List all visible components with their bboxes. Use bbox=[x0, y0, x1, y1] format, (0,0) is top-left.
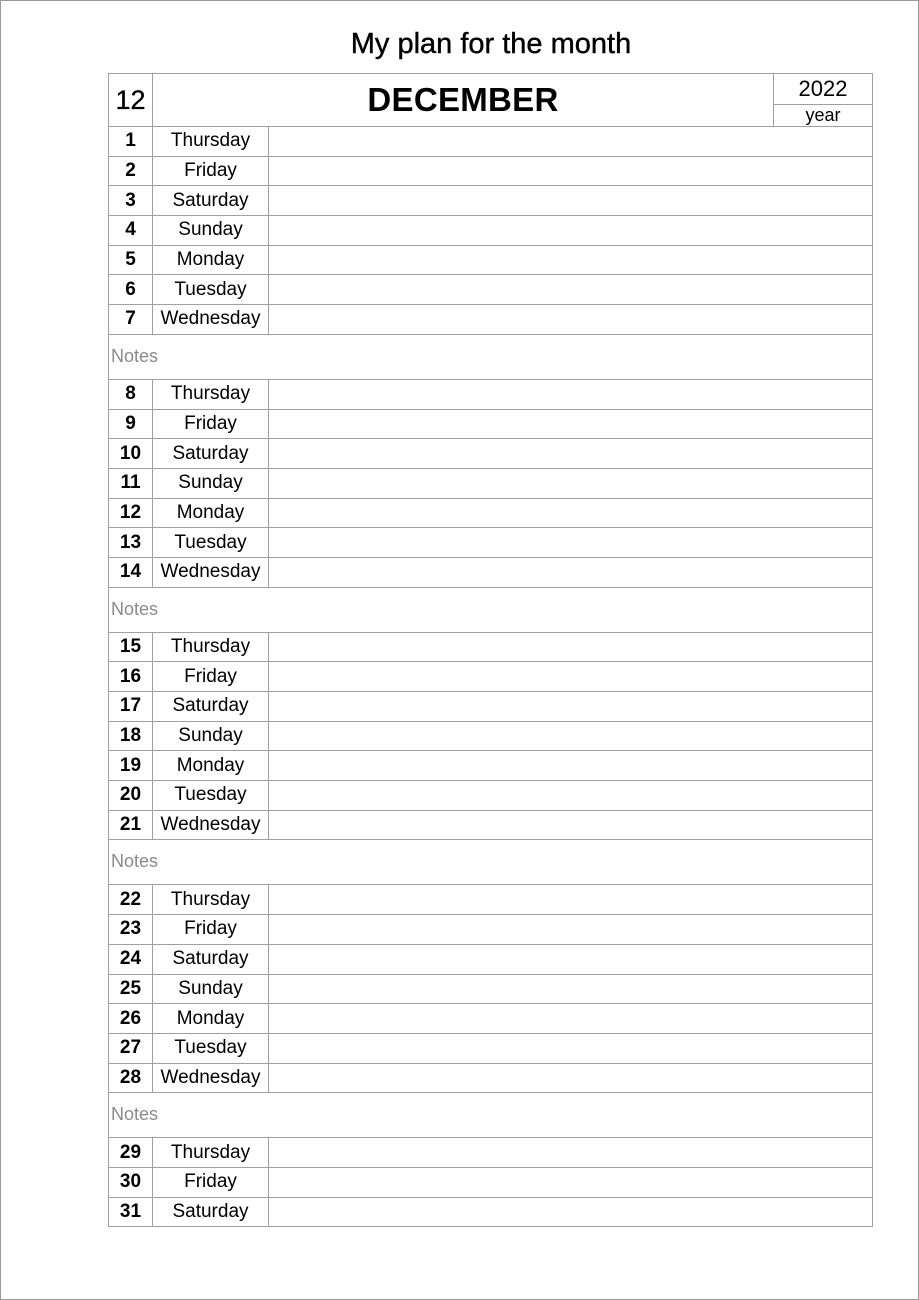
day-plan-field[interactable] bbox=[269, 410, 872, 439]
day-row bbox=[108, 469, 873, 499]
day-number: 9 bbox=[109, 410, 153, 439]
weekday-name: Friday bbox=[153, 915, 269, 944]
day-number: 16 bbox=[109, 662, 153, 691]
day-row bbox=[108, 781, 873, 811]
weekday-name: Saturday bbox=[153, 1198, 269, 1227]
weekday-name: Thursday bbox=[153, 380, 269, 409]
day-plan-field[interactable] bbox=[269, 305, 872, 334]
weekday-name: Wednesday bbox=[153, 558, 269, 587]
day-row bbox=[108, 751, 873, 781]
day-row bbox=[108, 558, 873, 588]
weekday-name: Sunday bbox=[153, 722, 269, 751]
day-row bbox=[108, 1004, 873, 1034]
day-plan-field[interactable] bbox=[269, 1138, 872, 1167]
day-row bbox=[108, 380, 873, 410]
day-row bbox=[108, 410, 873, 440]
day-row bbox=[108, 975, 873, 1005]
day-number: 22 bbox=[109, 885, 153, 914]
day-number: 1 bbox=[109, 127, 153, 156]
month-name: DECEMBER bbox=[367, 81, 559, 118]
weekday-name: Friday bbox=[153, 410, 269, 439]
month-planner bbox=[108, 73, 873, 1227]
day-number: 25 bbox=[109, 975, 153, 1004]
day-plan-field[interactable] bbox=[269, 127, 872, 156]
day-number: 18 bbox=[109, 722, 153, 751]
day-number: 31 bbox=[109, 1198, 153, 1227]
weekday-name: Monday bbox=[153, 751, 269, 780]
weekday-name: Saturday bbox=[153, 945, 269, 974]
day-plan-field[interactable] bbox=[269, 380, 872, 409]
weekday-name: Tuesday bbox=[153, 528, 269, 557]
weekday-name: Monday bbox=[153, 499, 269, 528]
day-number: 4 bbox=[109, 216, 153, 245]
notes-section[interactable] bbox=[108, 1093, 873, 1138]
day-number: 10 bbox=[109, 439, 153, 468]
day-row bbox=[108, 1034, 873, 1064]
day-row bbox=[108, 915, 873, 945]
day-number: 28 bbox=[109, 1064, 153, 1093]
day-row bbox=[108, 692, 873, 722]
weekday-name: Saturday bbox=[153, 692, 269, 721]
weekday-name: Thursday bbox=[153, 633, 269, 662]
day-plan-field[interactable] bbox=[269, 1064, 872, 1093]
day-number: 24 bbox=[109, 945, 153, 974]
day-row bbox=[108, 1138, 873, 1168]
day-row bbox=[108, 305, 873, 335]
day-plan-field[interactable] bbox=[269, 692, 872, 721]
day-row bbox=[108, 1198, 873, 1228]
day-row bbox=[108, 157, 873, 187]
page-title: My plan for the month bbox=[350, 28, 632, 60]
weekday-name: Monday bbox=[153, 1004, 269, 1033]
notes-section[interactable] bbox=[108, 840, 873, 885]
day-row bbox=[108, 216, 873, 246]
weekday-name: Sunday bbox=[153, 216, 269, 245]
day-row bbox=[108, 246, 873, 276]
weekday-name: Sunday bbox=[153, 975, 269, 1004]
notes-section[interactable] bbox=[108, 335, 873, 380]
day-plan-field[interactable] bbox=[269, 157, 872, 186]
notes-label: Notes bbox=[111, 598, 159, 619]
day-number: 21 bbox=[109, 811, 153, 840]
weekday-name: Friday bbox=[153, 662, 269, 691]
day-row bbox=[108, 439, 873, 469]
day-number: 23 bbox=[109, 915, 153, 944]
day-number: 15 bbox=[109, 633, 153, 662]
day-plan-field[interactable] bbox=[269, 216, 872, 245]
day-plan-field[interactable] bbox=[269, 469, 872, 498]
day-row bbox=[108, 811, 873, 841]
day-plan-field[interactable] bbox=[269, 811, 872, 840]
day-number: 26 bbox=[109, 1004, 153, 1033]
weekday-name: Thursday bbox=[153, 1138, 269, 1167]
day-row bbox=[108, 127, 873, 157]
weekday-name: Monday bbox=[153, 246, 269, 275]
notes-label: Notes bbox=[111, 851, 159, 872]
day-number: 17 bbox=[109, 692, 153, 721]
day-plan-field[interactable] bbox=[269, 633, 872, 662]
weekday-name: Wednesday bbox=[153, 305, 269, 334]
day-number: 12 bbox=[109, 499, 153, 528]
day-number: 13 bbox=[109, 528, 153, 557]
weekday-name: Tuesday bbox=[153, 781, 269, 810]
day-number: 19 bbox=[109, 751, 153, 780]
day-row bbox=[108, 662, 873, 692]
day-number: 29 bbox=[109, 1138, 153, 1167]
day-plan-field[interactable] bbox=[269, 781, 872, 810]
day-plan-field[interactable] bbox=[269, 499, 872, 528]
day-plan-field[interactable] bbox=[269, 915, 872, 944]
day-plan-field[interactable] bbox=[269, 751, 872, 780]
weekday-name: Thursday bbox=[153, 885, 269, 914]
notes-label: Notes bbox=[111, 1104, 159, 1125]
weeks-container bbox=[108, 127, 873, 1227]
day-number: 14 bbox=[109, 558, 153, 587]
day-number: 11 bbox=[109, 469, 153, 498]
day-number: 27 bbox=[109, 1034, 153, 1063]
notes-label: Notes bbox=[111, 345, 159, 366]
day-plan-field[interactable] bbox=[269, 275, 872, 304]
month-header bbox=[108, 73, 873, 127]
day-row bbox=[108, 945, 873, 975]
weekday-name: Sunday bbox=[153, 469, 269, 498]
year-value: 2022 bbox=[774, 74, 872, 105]
day-row bbox=[108, 722, 873, 752]
month-number: 12 bbox=[109, 74, 153, 126]
day-row bbox=[108, 528, 873, 558]
day-plan-field[interactable] bbox=[269, 246, 872, 275]
weekday-name: Saturday bbox=[153, 439, 269, 468]
weekday-name: Wednesday bbox=[153, 1064, 269, 1093]
day-row bbox=[108, 186, 873, 216]
day-number: 30 bbox=[109, 1168, 153, 1197]
day-number: 2 bbox=[109, 157, 153, 186]
day-plan-field[interactable] bbox=[269, 558, 872, 587]
day-plan-field[interactable] bbox=[269, 528, 872, 557]
day-plan-field[interactable] bbox=[269, 1198, 872, 1227]
day-row bbox=[108, 499, 873, 529]
day-row bbox=[108, 1064, 873, 1094]
day-row bbox=[108, 885, 873, 915]
weekday-name: Tuesday bbox=[153, 275, 269, 304]
day-number: 3 bbox=[109, 186, 153, 215]
weekday-name: Friday bbox=[153, 1168, 269, 1197]
day-plan-field[interactable] bbox=[269, 662, 872, 691]
day-number: 6 bbox=[109, 275, 153, 304]
weekday-name: Wednesday bbox=[153, 811, 269, 840]
day-plan-field[interactable] bbox=[269, 1034, 872, 1063]
day-row bbox=[108, 275, 873, 305]
day-plan-field[interactable] bbox=[269, 186, 872, 215]
day-number: 20 bbox=[109, 781, 153, 810]
weekday-name: Saturday bbox=[153, 186, 269, 215]
day-plan-field[interactable] bbox=[269, 439, 872, 468]
day-number: 5 bbox=[109, 246, 153, 275]
year-label: year bbox=[805, 105, 841, 125]
day-row bbox=[108, 633, 873, 663]
day-plan-field[interactable] bbox=[269, 945, 872, 974]
day-plan-field[interactable] bbox=[269, 1004, 872, 1033]
weekday-name: Tuesday bbox=[153, 1034, 269, 1063]
day-plan-field[interactable] bbox=[269, 885, 872, 914]
weekday-name: Thursday bbox=[153, 127, 269, 156]
notes-section[interactable] bbox=[108, 588, 873, 633]
day-plan-field[interactable] bbox=[269, 975, 872, 1004]
day-number: 7 bbox=[109, 305, 153, 334]
day-number: 8 bbox=[109, 380, 153, 409]
weekday-name: Friday bbox=[153, 157, 269, 186]
year-box bbox=[773, 74, 872, 126]
day-plan-field[interactable] bbox=[269, 1168, 872, 1197]
day-plan-field[interactable] bbox=[269, 722, 872, 751]
day-row bbox=[108, 1168, 873, 1198]
